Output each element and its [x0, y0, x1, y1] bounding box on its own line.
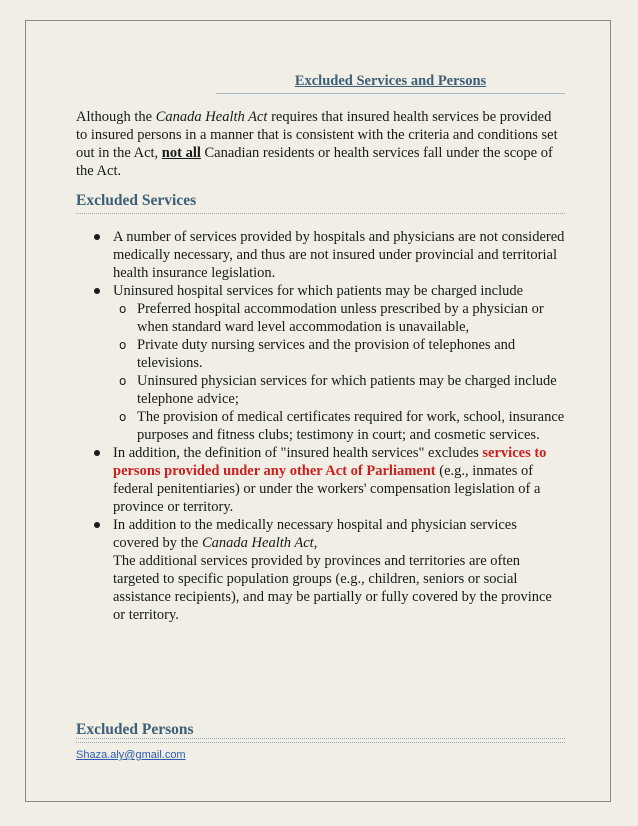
sub-list-item	[97, 300, 565, 336]
sub-list-item-text: Preferred hospital accommodation unless prescribed by a physician or when standard ward level accommodation is unavailable,	[137, 301, 544, 335]
list-item	[80, 444, 565, 516]
bullet-icon	[94, 450, 100, 456]
intro-text-3: Canadian residents or health services fall under the scope of the Act.	[76, 145, 553, 179]
list-item-text: Uninsured hospital services for which patients may be charged include	[113, 283, 524, 299]
intro-text-1: Although the	[76, 109, 156, 125]
sub-list-item	[97, 408, 565, 444]
not-all-emphasis: not all	[161, 145, 201, 161]
list-item-text: The additional services provided by provinces and territories are often targeted to specific population groups (e.g., children, seniors or social assistance recipients), and may be partially or fully covered by the province or territory.	[113, 553, 552, 623]
list-item	[80, 282, 565, 444]
list-item	[80, 228, 565, 282]
sub-list-item	[97, 336, 565, 372]
list-item-text: A number of services provided by hospitals and physicians are not considered medically necessary, and thus are not insured under provincial and territorial health insurance legislation.	[113, 229, 565, 281]
page-footer	[76, 738, 565, 763]
sub-list-item-text: Uninsured physician services for which patients may be charged include telephone advice;	[137, 373, 557, 407]
footer-email-link[interactable]: Shaza.aly@gmail.com	[76, 749, 186, 761]
circle-bullet-icon: o	[119, 374, 127, 388]
red-emphasis-text: services to persons provided under any other Act of Parliament	[113, 445, 547, 479]
intro-text-2: requires that insured health services be provided to insured persons in a manner that is consistent with the criteria and conditions set out in the Act,	[76, 109, 558, 161]
excluded-services-heading: Excluded Services	[76, 192, 565, 214]
page-title: Excluded Services and Persons	[216, 73, 565, 94]
sub-list-item-text: The provision of medical certificates required for work, school, insurance purposes and fitness clubs; testimony in court; and cosmetic services.	[137, 409, 565, 443]
document-body	[76, 73, 565, 738]
excluded-persons-heading: Excluded Persons	[76, 721, 565, 743]
sub-list-item-text: Private duty nursing services and the provision of telephones and televisions.	[137, 337, 516, 371]
circle-bullet-icon: o	[119, 302, 127, 316]
bullet-icon	[94, 234, 100, 240]
bullet-icon	[94, 288, 100, 294]
circle-bullet-icon: o	[119, 410, 127, 424]
list-item-text: (e.g., inmates of federal penitentiaries) or under the workers' compensation legislation of a province or territory.	[113, 463, 541, 515]
act-name: Canada Health Act	[201, 535, 314, 551]
sub-list-item	[97, 372, 565, 408]
services-list	[76, 228, 565, 624]
act-name: Canada Health Act	[155, 109, 268, 125]
intro-paragraph	[76, 108, 565, 180]
list-item-text: In addition to the medically necessary hospital and physician services covered by the	[113, 517, 517, 551]
uninsured-services-sublist	[113, 300, 565, 444]
bullet-icon	[94, 522, 100, 528]
list-item-text: In addition, the definition of "insured health services" excludes	[113, 445, 483, 461]
list-item	[80, 516, 565, 624]
list-item-text: ,	[313, 535, 318, 551]
circle-bullet-icon: o	[119, 338, 127, 352]
